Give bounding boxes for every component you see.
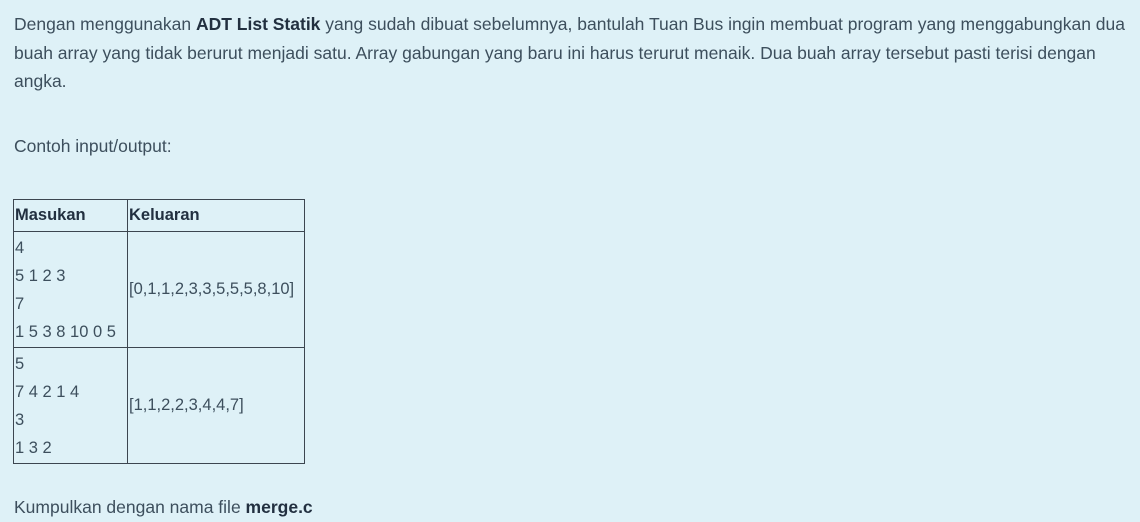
input-line: 1 3 2 (15, 439, 52, 457)
problem-description (14, 10, 1129, 96)
input-line: 3 (15, 411, 25, 429)
io-example-table (13, 199, 305, 464)
input-line: 1 5 3 8 10 0 5 (15, 323, 116, 341)
table-row (14, 348, 305, 464)
table-header-row (14, 200, 305, 232)
output-cell: [1,1,2,2,3,4,4,7] (128, 348, 305, 464)
input-line: 5 1 2 3 (15, 267, 66, 285)
input-line: 7 (15, 295, 25, 313)
footer-text: Kumpulkan dengan nama file (14, 497, 246, 517)
example-label: Contoh input/output: (14, 136, 172, 156)
input-cell (14, 348, 128, 464)
description-intro: Dengan menggunakan (14, 14, 196, 34)
footer-filename: merge.c (245, 497, 313, 517)
input-line: 5 (15, 355, 25, 373)
submission-instruction (14, 494, 313, 520)
description-bold-term: ADT List Statik (195, 14, 321, 34)
header-input: Masukan (14, 200, 128, 232)
description-rest: yang sudah dibuat sebelumnya, bantulah Tuan Bus ingin membuat program yang menggabungkan dua buah array yang tidak berurut menjadi satu. Array gabungan yang baru ini harus terurut menaik. Dua buah array tersebut pasti terisi dengan angka. (14, 14, 1126, 91)
input-line: 7 4 2 1 4 (15, 383, 80, 401)
output-cell: [0,1,1,2,3,3,5,5,5,8,10] (128, 232, 305, 348)
input-cell (14, 232, 128, 348)
table-row (14, 232, 305, 348)
input-line: 4 (15, 239, 25, 257)
header-output: Keluaran (128, 200, 305, 232)
